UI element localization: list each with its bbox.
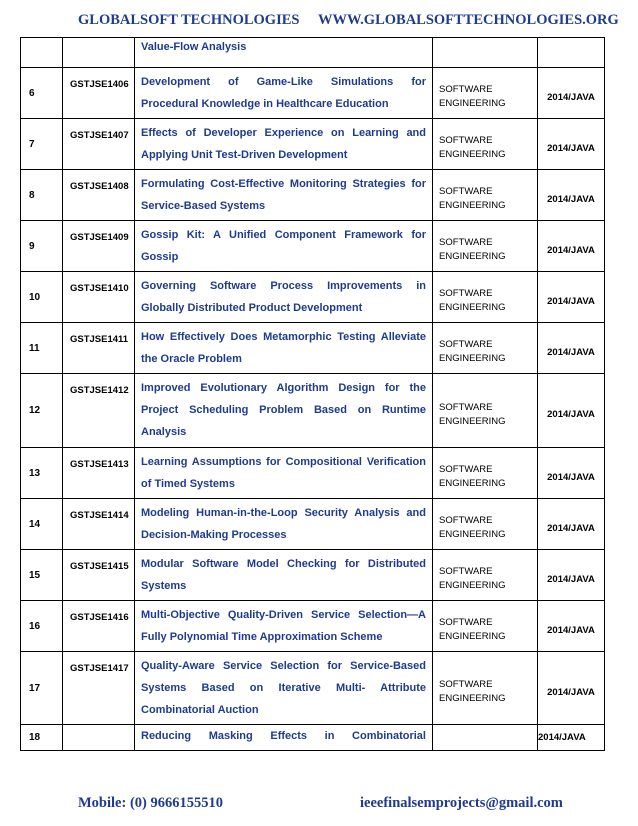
project-title: Improved Evolutionary Algorithm Design for the Project Scheduling Problem Based on Runtime Analysis <box>135 374 433 448</box>
row-number <box>21 38 63 68</box>
page-footer <box>0 795 638 815</box>
project-year: 2014/JAVA <box>538 550 605 601</box>
project-code: GSTJSE1413 <box>63 448 135 499</box>
row-number: 11 <box>21 323 63 374</box>
project-title: Gossip Kit: A Unified Component Framework for Gossip <box>135 221 433 272</box>
project-year: 2014/JAVA <box>538 448 605 499</box>
project-code: GSTJSE1412 <box>63 374 135 448</box>
project-year: 2014/JAVA <box>538 323 605 374</box>
table-row <box>21 550 605 601</box>
company-website[interactable]: WWW.GLOBALSOFTTECHNOLOGIES.ORG <box>318 12 619 28</box>
row-number: 16 <box>21 601 63 652</box>
project-domain <box>433 38 538 68</box>
project-domain: SOFTWARE ENGINEERING <box>433 119 538 170</box>
project-code: GSTJSE1407 <box>63 119 135 170</box>
project-title: How Effectively Does Metamorphic Testing Alleviate the Oracle Problem <box>135 323 433 374</box>
project-title: Modeling Human-in-the-Loop Security Analysis and Decision-Making Processes <box>135 499 433 550</box>
row-number: 7 <box>21 119 63 170</box>
project-code: GSTJSE1406 <box>63 68 135 119</box>
table-row <box>21 601 605 652</box>
project-domain: SOFTWARE ENGINEERING <box>433 374 538 448</box>
row-number: 9 <box>21 221 63 272</box>
table-row <box>21 221 605 272</box>
project-domain: SOFTWARE ENGINEERING <box>433 601 538 652</box>
project-domain: SOFTWARE ENGINEERING <box>433 221 538 272</box>
project-domain: SOFTWARE ENGINEERING <box>433 550 538 601</box>
table-row <box>21 725 605 751</box>
project-year: 2014/JAVA <box>538 374 605 448</box>
table-row <box>21 68 605 119</box>
project-domain: SOFTWARE ENGINEERING <box>433 68 538 119</box>
project-code: GSTJSE1417 <box>63 652 135 725</box>
project-year <box>538 38 605 68</box>
project-year: 2014/JAVA <box>538 272 605 323</box>
project-code: GSTJSE1409 <box>63 221 135 272</box>
project-code: GSTJSE1416 <box>63 601 135 652</box>
row-number: 13 <box>21 448 63 499</box>
row-number: 10 <box>21 272 63 323</box>
project-title: Development of Game-Like Simulations for Procedural Knowledge in Healthcare Education <box>135 68 433 119</box>
table-row <box>21 38 605 68</box>
project-domain: SOFTWARE ENGINEERING <box>433 323 538 374</box>
project-title: Value-Flow Analysis <box>135 38 433 68</box>
mobile-number: Mobile: (0) 9666155510 <box>78 795 223 811</box>
email-address[interactable]: ieeefinalsemprojects@gmail.com <box>360 795 563 811</box>
table-row <box>21 119 605 170</box>
project-domain: SOFTWARE ENGINEERING <box>433 499 538 550</box>
row-number: 12 <box>21 374 63 448</box>
company-name: GLOBALSOFT TECHNOLOGIES <box>78 12 300 28</box>
project-domain: SOFTWARE ENGINEERING <box>433 652 538 725</box>
project-year: 2014/JAVA <box>538 221 605 272</box>
project-title: Learning Assumptions for Compositional Verification of Timed Systems <box>135 448 433 499</box>
table-row <box>21 374 605 448</box>
project-domain: SOFTWARE ENGINEERING <box>433 448 538 499</box>
row-number: 14 <box>21 499 63 550</box>
project-code: GSTJSE1414 <box>63 499 135 550</box>
project-title: Governing Software Process Improvements in Globally Distributed Product Development <box>135 272 433 323</box>
project-year: 2014/JAVA <box>538 652 605 725</box>
project-title: Reducing Masking Effects in Combinatorial <box>135 725 433 751</box>
row-number: 15 <box>21 550 63 601</box>
project-code: GSTJSE1408 <box>63 170 135 221</box>
project-year: 2014/JAVA <box>538 499 605 550</box>
project-year: 2014/JAVA <box>538 725 605 751</box>
project-code: GSTJSE1415 <box>63 550 135 601</box>
project-code <box>63 725 135 751</box>
project-domain: SOFTWARE ENGINEERING <box>433 170 538 221</box>
project-code: GSTJSE1410 <box>63 272 135 323</box>
project-title: Effects of Developer Experience on Learning and Applying Unit Test-Driven Development <box>135 119 433 170</box>
project-domain <box>433 725 538 751</box>
project-title: Modular Software Model Checking for Distributed Systems <box>135 550 433 601</box>
project-title: Formulating Cost-Effective Monitoring Strategies for Service-Based Systems <box>135 170 433 221</box>
project-title: Multi-Objective Quality-Driven Service Selection—A Fully Polynomial Time Approximation Scheme <box>135 601 433 652</box>
projects-table <box>20 37 605 751</box>
table-row <box>21 652 605 725</box>
project-code <box>63 38 135 68</box>
table-row <box>21 499 605 550</box>
project-year: 2014/JAVA <box>538 68 605 119</box>
row-number: 18 <box>21 725 63 751</box>
project-code: GSTJSE1411 <box>63 323 135 374</box>
project-year: 2014/JAVA <box>538 119 605 170</box>
table-row <box>21 170 605 221</box>
table-row <box>21 272 605 323</box>
row-number: 6 <box>21 68 63 119</box>
project-title: Quality-Aware Service Selection for Service-Based Systems Based on Iterative Multi- Attribute Combinatorial Auction <box>135 652 433 725</box>
project-year: 2014/JAVA <box>538 170 605 221</box>
project-year: 2014/JAVA <box>538 601 605 652</box>
row-number: 8 <box>21 170 63 221</box>
table-row <box>21 448 605 499</box>
page-header <box>0 12 638 32</box>
row-number: 17 <box>21 652 63 725</box>
project-domain: SOFTWARE ENGINEERING <box>433 272 538 323</box>
table-row <box>21 323 605 374</box>
